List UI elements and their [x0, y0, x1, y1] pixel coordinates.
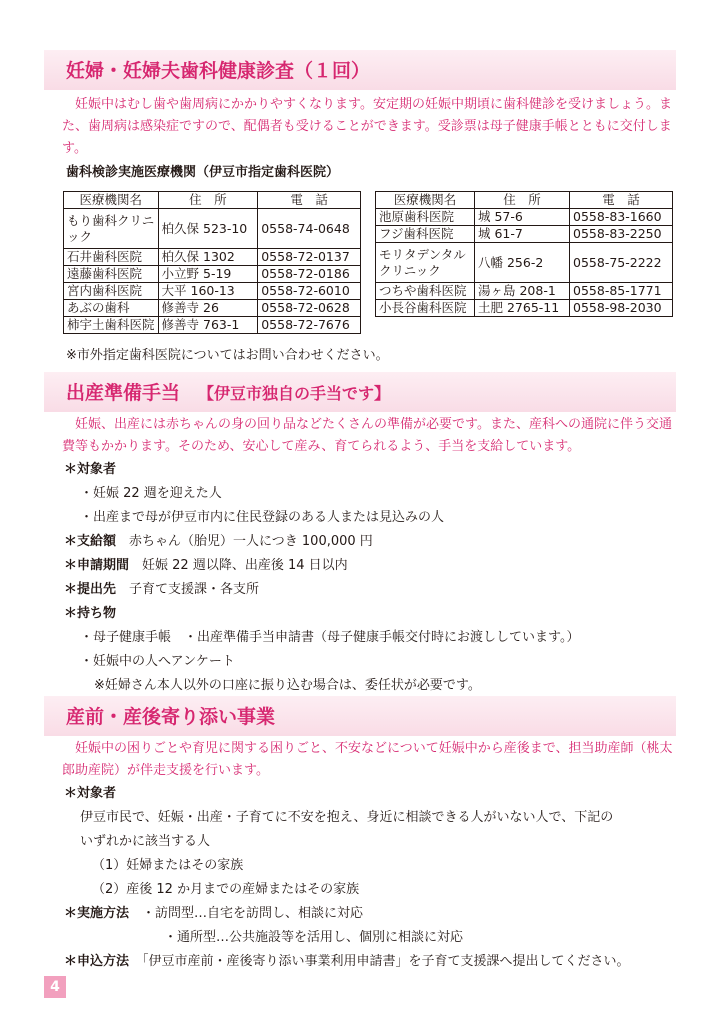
clinic-phone: 0558-83-1660 [570, 209, 673, 226]
clinic-phone: 0558-75-2222 [570, 243, 673, 283]
table-row [64, 283, 361, 300]
submit-label: ＊提出先 [64, 582, 117, 597]
table-header-row [64, 192, 361, 209]
target-item: ・出産まで母が伊豆市内に住民登録のある人または見込みの人 [80, 510, 445, 525]
clinic-name: 遠藤歯科医院 [64, 266, 159, 283]
col-header: 医療機関名 [64, 192, 159, 209]
clinic-phone: 0558-72-0137 [258, 249, 361, 266]
apply-label: ＊申込方法 [64, 954, 130, 969]
support-target-item: （1）妊婦またはその家族 [92, 858, 244, 873]
items-note: ※妊婦さん本人以外の口座に振り込む場合は、委任状が必要です。 [94, 678, 481, 693]
clinic-address: 湯ヶ島 208-1 [475, 283, 570, 300]
support-target-item: （2）産後 12 か月までの産婦またはその家族 [92, 882, 360, 897]
section-title [66, 378, 390, 405]
clinic-phone: 0558-98-2030 [570, 300, 673, 317]
col-header: 医療機関名 [376, 192, 475, 209]
support-target-text: いずれかに該当する人 [80, 834, 211, 849]
clinic-name: あぶの歯科 [64, 300, 159, 317]
dental-intro-paragraph: 妊娠中はむし歯や歯周病にかかりやすくなります。安定期の妊娠中期頃に歯科健診を受けましょう。また、歯周病は感染症ですので、配偶者も受けることができます。受診票は母子健康手帳とともに交付します。 [62, 97, 672, 156]
clinic-phone: 0558-74-0648 [258, 209, 361, 249]
clinic-address: 修善寺 763-1 [158, 317, 258, 334]
table-header-row [376, 192, 673, 209]
clinic-address: 八幡 256-2 [475, 243, 570, 283]
method-value: ・訪問型…自宅を訪問し、相談に対応 [142, 906, 364, 921]
clinic-address: 柏久保 523-10 [158, 209, 258, 249]
period-label: ＊申請期間 [64, 558, 130, 573]
dental-note: ※市外指定歯科医院についてはお問い合わせください。 [66, 348, 389, 363]
col-header: 住 所 [475, 192, 570, 209]
dental-clinics-table-right [375, 191, 673, 317]
clinic-address: 大平 160-13 [158, 283, 258, 300]
col-header: 電 話 [570, 192, 673, 209]
clinic-name: モリタデンタルクリニック [376, 243, 475, 283]
clinic-phone: 0558-72-0628 [258, 300, 361, 317]
clinic-phone: 0558-83-2250 [570, 226, 673, 243]
section-header-dental-checkup [44, 50, 676, 90]
method-line [64, 904, 363, 924]
amount-line [64, 532, 373, 552]
table-row [64, 300, 361, 317]
submit-value: 子育て支援課・各支所 [129, 582, 260, 597]
section-subtitle: 【伊豆市独自の手当です】 [198, 384, 391, 403]
method-value: ・通所型…公共施設等を活用し、個別に相談に対応 [164, 930, 464, 945]
submit-line [64, 580, 259, 600]
clinic-address: 柏久保 1302 [158, 249, 258, 266]
apply-line [64, 952, 630, 972]
amount-label: ＊支給額 [64, 534, 117, 549]
table-row [376, 209, 673, 226]
section-header-birth-allowance [44, 372, 676, 412]
period-value: 妊娠 22 週以降、出産後 14 日以内 [142, 558, 348, 573]
table-row [376, 226, 673, 243]
period-line [64, 556, 348, 576]
allowance-intro-paragraph: 妊娠、出産には赤ちゃんの身の回り品などたくさんの準備が必要です。また、産科への通院に伴う交通費等もかかります。そのため、安心して産み、育てられるよう、手当を支給しています。 [62, 417, 672, 454]
support-intro-paragraph: 妊娠中の困りごとや育児に関する困りごと、不安などについて妊娠中から産後まで、担当助産師（桃太郎助産院）が伴走支援を行います。 [62, 741, 673, 778]
col-header: 住 所 [158, 192, 258, 209]
clinic-phone: 0558-72-6010 [258, 283, 361, 300]
clinic-name: 小長谷歯科医院 [376, 300, 475, 317]
clinic-phone: 0558-72-7676 [258, 317, 361, 334]
items-line: ・妊娠中の人へアンケート [80, 654, 235, 669]
section-title: 産前・産後寄り添い事業 [66, 706, 276, 728]
target-label: ＊対象者 [64, 462, 117, 477]
clinic-address: 城 61-7 [475, 226, 570, 243]
support-target-text: 伊豆市民で、妊娠・出産・子育てに不安を抱え、身近に相談できる人がいない人で、下記の [80, 810, 614, 825]
table-row [64, 266, 361, 283]
clinic-phone: 0558-85-1771 [570, 283, 673, 300]
table-row [376, 243, 673, 283]
clinic-name: もり歯科クリニック [64, 209, 159, 249]
items-label: ＊持ち物 [64, 606, 117, 621]
clinic-address: 城 57-6 [475, 209, 570, 226]
dental-table-title: 歯科検診実施医療機関（伊豆市指定歯科医院） [66, 165, 340, 180]
table-row [64, 317, 361, 334]
table-row [64, 249, 361, 266]
page-number: 4 [44, 976, 66, 998]
clinic-phone: 0558-72-0186 [258, 266, 361, 283]
clinic-name: 池原歯科医院 [376, 209, 475, 226]
section-header-support-project [44, 696, 676, 736]
apply-value: 「伊豆市産前・産後寄り添い事業利用申請書」を子育て支援課へ提出してください。 [142, 954, 630, 969]
clinic-name: 宮内歯科医院 [64, 283, 159, 300]
method-label: ＊実施方法 [64, 906, 130, 921]
clinic-name: フジ歯科医院 [376, 226, 475, 243]
items-line: ・母子健康手帳 ・出産準備手当申請書（母子健康手帳交付時にお渡ししています。） [80, 630, 580, 645]
section-title-text: 出産準備手当 [66, 382, 181, 404]
dental-clinics-table-left [63, 191, 361, 334]
table-row [376, 283, 673, 300]
support-target-label: ＊対象者 [64, 786, 117, 801]
clinic-name: つちや歯科医院 [376, 283, 475, 300]
target-item: ・妊娠 22 週を迎えた人 [80, 486, 222, 501]
section-title: 妊婦・妊婦夫歯科健康診査（１回） [66, 60, 371, 82]
table-row [64, 209, 361, 249]
amount-value: 赤ちゃん（胎児）一人につき 100,000 円 [129, 534, 373, 549]
table-row [376, 300, 673, 317]
clinic-address: 土肥 2765-11 [475, 300, 570, 317]
clinic-name: 石井歯科医院 [64, 249, 159, 266]
clinic-address: 修善寺 26 [158, 300, 258, 317]
col-header: 電 話 [258, 192, 361, 209]
clinic-address: 小立野 5-19 [158, 266, 258, 283]
clinic-name: 柿宇土歯科医院 [64, 317, 159, 334]
